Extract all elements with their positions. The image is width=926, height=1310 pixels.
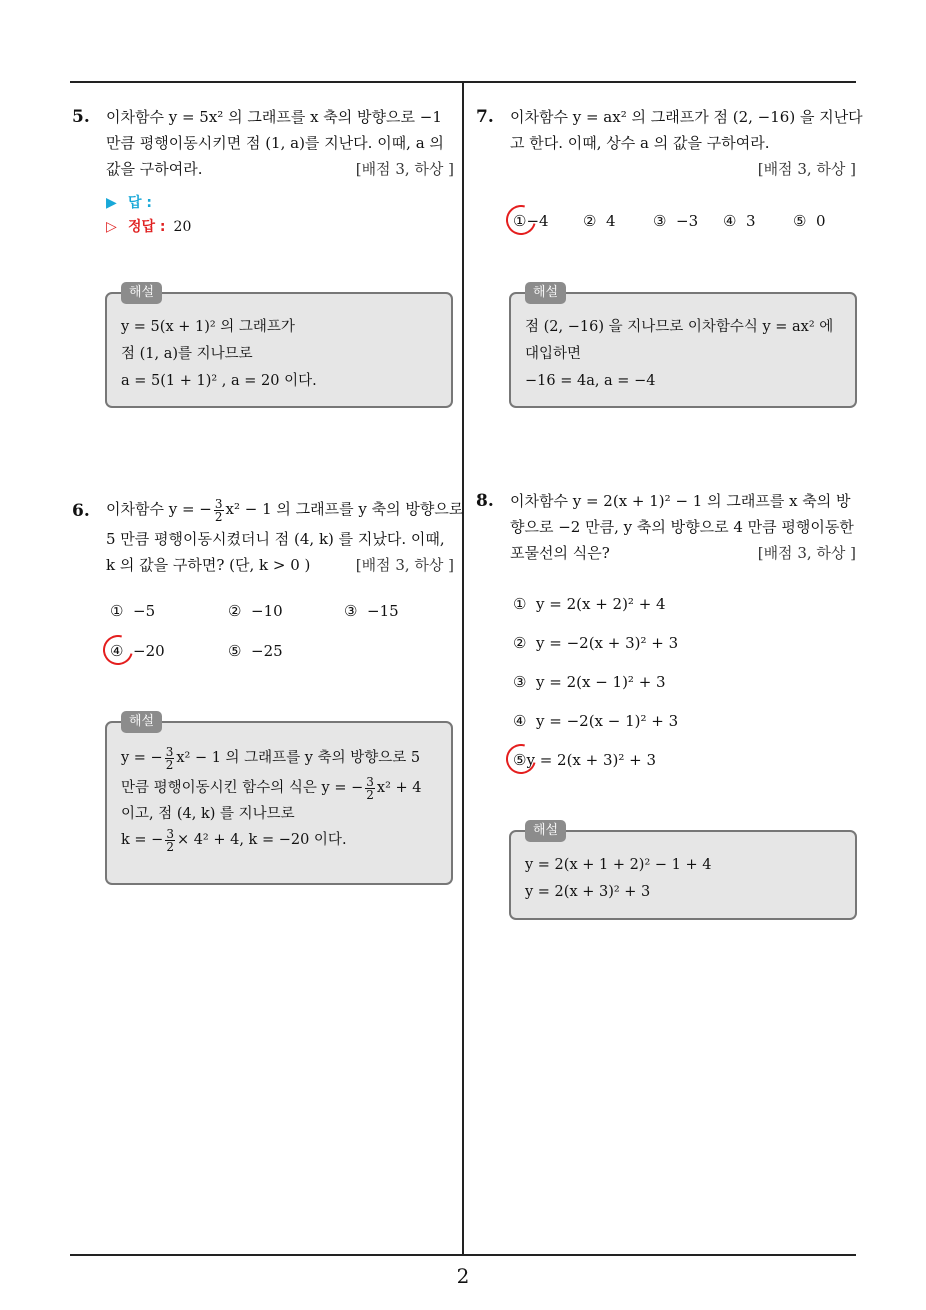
- solution-line: 대입하면: [525, 346, 582, 362]
- fraction: $\frac{3}{2}$: [214, 496, 223, 524]
- solution-line: y = 2(x + 1 + 2)² − 1 + 4: [525, 857, 712, 873]
- choice-3[interactable]: ③ y = 2(x − 1)² + 3: [513, 673, 666, 691]
- score-meta: [배점 3, 하상 ]: [355, 160, 454, 178]
- score-meta: [배점 3, 하상 ]: [757, 544, 856, 562]
- bottom-rule: [70, 1254, 856, 1256]
- score-meta: [배점 3, 하상 ]: [757, 160, 856, 178]
- solution-label: 해설: [525, 820, 566, 842]
- choice-3[interactable]: ③ −15: [344, 602, 399, 620]
- question-line: 향으로 −2 만큼, y 축의 방향으로 4 만큼 평행이동한: [510, 518, 854, 536]
- page-number: 2: [456, 1264, 470, 1288]
- problem-number: 8.: [476, 491, 494, 511]
- question-line: 만큼 평행이동시키면 점 (1, a)를 지난다. 이때, a 의: [106, 134, 444, 152]
- problem-5: [72, 104, 454, 238]
- fraction: $\frac{3}{2}$: [165, 744, 174, 772]
- solution-line: −16 = 4a, a = −4: [525, 373, 656, 389]
- problem-number: 5.: [72, 107, 90, 127]
- solution-line: y = − $\frac{3}{2}$ x² − 1 의 그래프를 y 축의 방향으로 5: [121, 744, 421, 772]
- solution-label: 해설: [121, 282, 162, 304]
- play-filled-icon: ▶: [106, 195, 117, 211]
- play-outline-icon: ▷: [106, 219, 117, 235]
- solution-line: 만큼 평행이동시킨 함수의 식은 y = − $\frac{3}{2}$ x² + 4: [121, 774, 422, 802]
- solution-label: 해설: [121, 711, 162, 733]
- question-line: 이차함수 y = 5x² 의 그래프를 x 축의 방향으로 −1: [106, 108, 442, 126]
- problem-number: 6.: [72, 501, 90, 521]
- correct-answer-value: 20: [173, 219, 192, 235]
- answer-line: ▶ 답 :: [106, 190, 454, 214]
- fraction: $\frac{3}{2}$: [166, 826, 174, 854]
- solution-label: 해설: [525, 282, 566, 304]
- solution-line: 점 (1, a)를 지나므로: [121, 346, 253, 362]
- choice-3[interactable]: ③ −3: [653, 212, 699, 230]
- solution-box-6: [105, 714, 453, 885]
- selected-mark: ⑤: [513, 751, 527, 769]
- problem-7: [476, 104, 863, 182]
- choice-2[interactable]: ② y = −2(x + 3)² + 3: [513, 634, 679, 652]
- choice-1[interactable]: ① y = 2(x + 2)² + 4: [513, 595, 666, 613]
- problem-number: 7.: [476, 107, 494, 127]
- choice-2[interactable]: ② 4: [583, 212, 616, 230]
- solution-line: y = 2(x + 3)² + 3: [525, 884, 651, 900]
- choice-4[interactable]: ④ 3: [723, 212, 756, 230]
- fraction: $\frac{3}{2}$: [366, 774, 374, 802]
- selected-mark: ④: [110, 642, 124, 660]
- solution-box-5: [105, 285, 453, 408]
- choice-4[interactable]: ④ y = −2(x − 1)² + 3: [513, 712, 679, 730]
- question-line: 이차함수 y = ax² 의 그래프가 점 (2, −16) 을 지난다: [510, 108, 863, 126]
- solution-line: k = − $\frac{3}{2}$ × 4² + 4, k = −20 이다.: [121, 826, 347, 854]
- choice-2[interactable]: ② −10: [228, 602, 283, 620]
- selected-mark: ①: [513, 212, 527, 230]
- question-line: 고 한다. 이때, 상수 a 의 값을 구하여라.: [510, 134, 770, 152]
- question-line: 값을 구하여라. [배점 3, 하상 ]: [106, 156, 454, 182]
- choice-5[interactable]: ⑤ −25: [228, 642, 283, 660]
- choice-4-selected[interactable]: ④ −20: [110, 642, 165, 660]
- choice-1[interactable]: ① −5: [110, 602, 156, 620]
- question-line: 이차함수 y = − $\frac{3}{2}$ x² − 1 의 그래프를 y 축의 방향으로: [106, 496, 464, 524]
- solution-line: y = 5(x + 1)² 의 그래프가: [121, 319, 295, 335]
- solution-line: 이고, 점 (4, k) 를 지나므로: [121, 806, 295, 822]
- choice-5-selected[interactable]: ⑤y = 2(x + 3)² + 3: [513, 751, 657, 769]
- solution-box-7: [509, 285, 857, 408]
- question-line: 포물선의 식은? [배점 3, 하상 ]: [510, 540, 856, 566]
- problem-8: [476, 488, 856, 566]
- solution-line: a = 5(1 + 1)² , a = 20 이다.: [121, 373, 317, 389]
- question-line: k 의 값을 구하면? (단, k > 0 ) [배점 3, 하상 ]: [106, 552, 454, 578]
- column-divider: [462, 81, 464, 1255]
- choice-5[interactable]: ⑤ 0: [793, 212, 826, 230]
- question-line: 5 만큼 평행이동시켰더니 점 (4, k) 를 지났다. 이때,: [106, 530, 445, 548]
- question-line: 이차함수 y = 2(x + 1)² − 1 의 그래프를 x 축의 방: [510, 492, 851, 510]
- correct-answer-line: ▷ 정답 : 20: [106, 214, 454, 238]
- solution-box-8: [509, 823, 857, 920]
- score-meta: [배점 3, 하상 ]: [355, 556, 454, 574]
- solution-line: 점 (2, −16) 을 지나므로 이차함수식 y = ax² 에: [525, 319, 834, 335]
- problem-6: [72, 492, 464, 578]
- choice-1-selected[interactable]: ①−4: [513, 212, 549, 230]
